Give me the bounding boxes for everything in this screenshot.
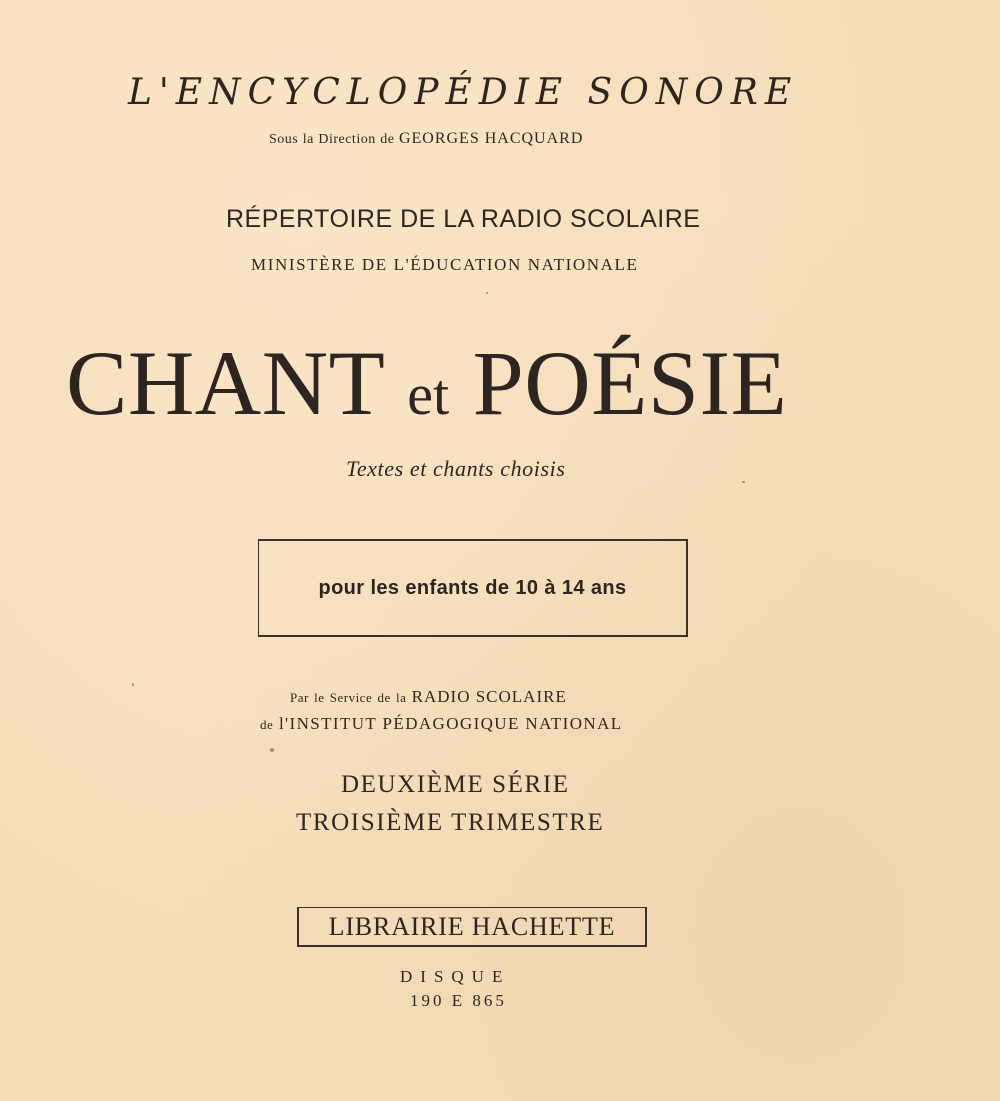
main-title-part2: POÉSIE	[472, 332, 788, 434]
audience-box	[258, 539, 688, 637]
director-name: GEORGES HACQUARD	[398, 130, 584, 147]
direction-word-1: Sous	[269, 132, 299, 147]
credits-service-name: RADIO SCOLAIRE	[411, 687, 567, 706]
publisher-name: LIBRAIRIE HACHETTE	[328, 912, 616, 941]
main-title	[66, 330, 946, 436]
ministry-heading: MINISTÈRE DE L'ÉDUCATION NATIONALE	[251, 255, 639, 274]
credits-word-5: la	[396, 690, 407, 705]
paper-speck	[270, 748, 274, 752]
paper-speck	[742, 481, 745, 483]
edition-term: TROISIÈME TRIMESTRE	[296, 809, 605, 836]
publisher-box	[297, 907, 647, 947]
direction-word-2: la	[302, 132, 314, 147]
record-number: 190 E 865	[410, 991, 507, 1010]
direction-word-3: Direction	[318, 132, 376, 147]
credits-line-1	[290, 687, 670, 707]
credits-line2-prefix: de	[260, 717, 274, 732]
main-title-part1: CHANT	[66, 332, 384, 434]
credits-institute-name: l'INSTITUT PÉDAGOGIQUE NATIONAL	[278, 714, 623, 733]
direction-word-4: de	[380, 132, 395, 147]
subtitle: Textes et chants choisis	[346, 456, 566, 481]
credits-word-3: Service	[329, 690, 373, 705]
credits-word-4: de	[377, 690, 391, 705]
credits-word-2: le	[314, 690, 325, 705]
edition-series: DEUXIÈME SÉRIE	[341, 771, 570, 798]
repertoire-heading: RÉPERTOIRE DE LA RADIO SCOLAIRE	[226, 205, 701, 233]
audience-text: pour les enfants de 10 à 14 ans	[318, 577, 627, 599]
paper-speck	[132, 683, 134, 686]
paper-speck	[486, 292, 488, 294]
main-title-conjunction: et	[407, 362, 450, 427]
record-label: DISQUE	[400, 967, 511, 986]
series-title: L'ENCYCLOPÉDIE SONORE	[128, 72, 799, 113]
direction-line	[269, 130, 689, 148]
credits-word-1: Par	[290, 690, 309, 705]
credits-line-2	[260, 714, 700, 734]
